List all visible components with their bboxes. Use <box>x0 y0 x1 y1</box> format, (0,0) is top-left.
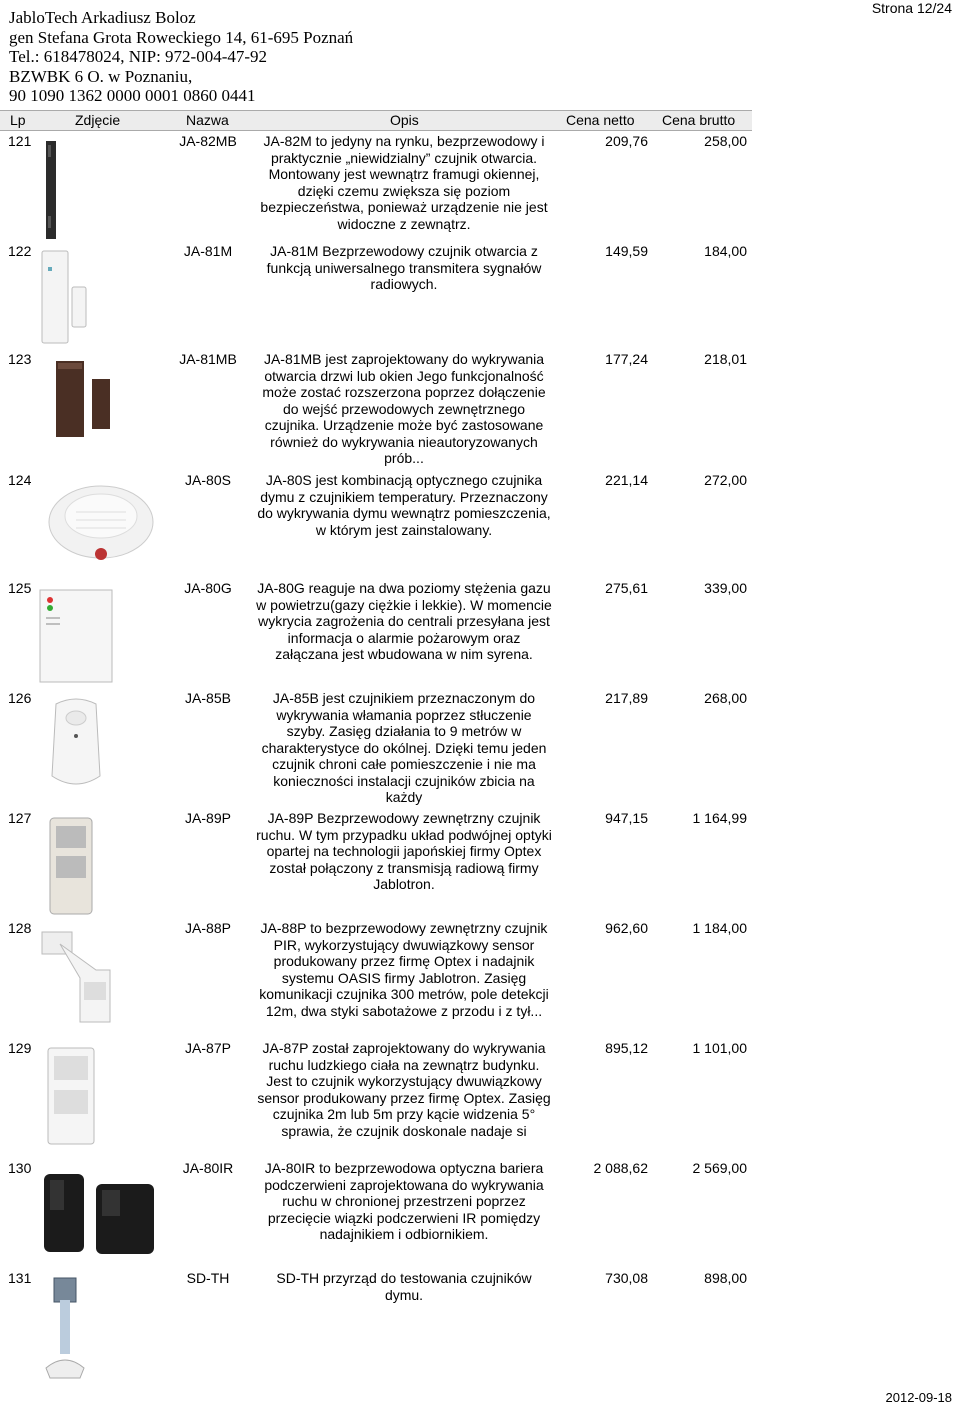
col-gross-price: Cena brutto <box>662 112 736 128</box>
row-lp: 128 <box>8 920 32 936</box>
row-gross-price: 1 101,00 <box>692 1040 747 1056</box>
row-gross-price: 2 569,00 <box>692 1160 747 1176</box>
row-lp: 123 <box>8 351 32 367</box>
row-net-price: 221,14 <box>605 472 648 488</box>
col-photo: Zdjęcie <box>75 112 121 128</box>
row-description: JA-80G reaguje na dwa poziomy stężenia gazu w powietrzu(gazy ciężkie i lekkie). W momencie wykrycia zagrożenia do centrali przesyłana jest informacja o alarmie pożarowym oraz załączana jest wbudowana w nim syrena. <box>256 580 552 662</box>
row-net-price: 947,15 <box>605 810 648 826</box>
row-net-price: 730,08 <box>605 1270 648 1286</box>
magnetic-contact-dark-photo <box>36 141 66 239</box>
row-description: JA-81M Bezprzewodowy czujnik otwarcia z funkcją uniwersalnego transmitera sygnałów radiowych. <box>266 243 542 292</box>
row-description: JA-87P został zaprojektowany do wykrywania ruchu ludzkiego ciała na zewnątrz budynku. Jest to czujnik wykorzystujący dwuwiązkowy sensor produkowany przez firmę Optex. Zasięg czujnika 2m lub 5m przy kącie widzenia 5° sprawia, że czujnik doskonale nadaje si <box>257 1040 551 1139</box>
company-bank: BZWBK 6 O. w Poznaniu, <box>9 66 193 86</box>
row-description: JA-81MB jest zaprojektowany do wykrywania otwarcia drzwi lub okien Jego funkcjonalność może zostać rozszerzona poprzez dołączenie do wejść przewodowych zewnętrznego czujnika. Urządzenie może być zastosowane również do wykrywania nieautoryzowanych prób... <box>262 351 546 466</box>
row-net-price: 962,60 <box>605 920 648 936</box>
smoke-detector-photo <box>46 482 156 572</box>
row-lp: 124 <box>8 472 32 488</box>
page-number: Strona 12/24 <box>871 0 952 16</box>
row-lp: 122 <box>8 243 32 259</box>
col-description: Opis <box>390 112 419 128</box>
company-address: gen Stefana Grota Roweckiego 14, 61-695 Poznań <box>9 27 354 47</box>
ir-barrier-photo <box>40 1170 160 1262</box>
row-net-price: 209,76 <box>605 133 648 149</box>
company-header <box>9 8 353 106</box>
row-lp: 130 <box>8 1160 32 1176</box>
row-name: JA-80G <box>184 580 232 596</box>
row-name: JA-87P <box>185 1040 231 1056</box>
company-account: 90 1090 1362 0000 0001 0860 0441 <box>9 86 256 106</box>
row-net-price: 2 088,62 <box>593 1160 648 1176</box>
row-net-price: 275,61 <box>605 580 648 596</box>
row-name: JA-82MB <box>179 133 237 149</box>
row-gross-price: 339,00 <box>704 580 747 596</box>
row-net-price: 217,89 <box>605 690 648 706</box>
row-lp: 125 <box>8 580 32 596</box>
outdoor-motion-photo <box>42 1046 102 1146</box>
row-gross-price: 268,00 <box>704 690 747 706</box>
pir-bracket-photo <box>40 930 126 1026</box>
gas-detector-photo <box>36 588 116 684</box>
row-gross-price: 184,00 <box>704 243 747 259</box>
row-name: JA-88P <box>185 920 231 936</box>
row-name: JA-81M <box>183 243 233 259</box>
row-name: JA-85B <box>185 690 231 706</box>
print-date: 2012-09-18 <box>885 1390 952 1405</box>
glass-break-detector-photo <box>46 696 106 792</box>
row-description: JA-89P Bezprzewodowy zewnętrzny czujnik ruchu. W tym przypadku układ podwójnej optyki opartej na technologii japońskiej firmy Optex został połączony z transmisją radiową firmy Jablotron. <box>256 810 552 892</box>
row-description: JA-82M to jedyny na rynku, bezprzewodowy i praktycznie „niewidzialny” czujnik otwarcia. Montowany jest wewnątrz framugi okiennej, dzięki czemu zwiększa się poziom bezpieczeństwa, ponieważ urządzenie nie jest widoczne z zewnątrz. <box>260 133 548 232</box>
door-contact-white-photo <box>38 247 94 345</box>
row-lp: 131 <box>8 1270 32 1286</box>
outdoor-pir-photo <box>44 816 100 916</box>
detector-tester-photo <box>40 1276 90 1380</box>
row-lp: 129 <box>8 1040 32 1056</box>
row-gross-price: 258,00 <box>704 133 747 149</box>
row-name: SD-TH <box>186 1270 230 1286</box>
col-name: Nazwa <box>186 112 229 128</box>
row-description: JA-88P to bezprzewodowy zewnętrzny czujnik PIR, wykorzystujący dwuwiązkowy sensor produkowany przez firmę Optex i nadajnik systemu OASIS firmy Jablotron. Zasięg komunikacji czujnika 300 metrów, pole detekcji 12m, dwa styki sabotażowe z przodu i z tył... <box>259 920 549 1019</box>
row-description: JA-80IR to bezprzewodowa optyczna bariera podczerwieni zaprojektowana do wykrywania ruchu w chronionej przestrzeni poprzez przecięcie wiązki podczerwieni IR pomiędzy nadajnikiem i odbiornikiem. <box>264 1160 544 1242</box>
row-gross-price: 1 184,00 <box>692 920 747 936</box>
col-lp: Lp <box>10 112 26 128</box>
row-description: SD-TH przyrząd do testowania czujników dymu. <box>276 1270 532 1303</box>
table-header <box>0 110 752 131</box>
row-net-price: 149,59 <box>605 243 648 259</box>
row-net-price: 177,24 <box>605 351 648 367</box>
company-phone-nip: Tel.: 618478024, NIP: 972-004-47-92 <box>9 47 268 67</box>
row-lp: 126 <box>8 690 32 706</box>
row-description: JA-85B jest czujnikiem przeznaczonym do wykrywania włamania poprzez stłuczenie szyby. Zasięg działania to 9 metrów w charakterystyce do okólnej. Dzięki temu jeden czujnik chroni całe pomieszczenie i nie ma konieczności instalacji czujników zbicia na każdy <box>261 690 547 805</box>
row-net-price: 895,12 <box>605 1040 648 1056</box>
row-lp: 121 <box>8 133 32 149</box>
row-name: JA-89P <box>185 810 231 826</box>
row-description: JA-80S jest kombinacją optycznego czujnika dymu z czujnikiem temperatury. Przeznaczony do wykrywania dymu wewnątrz pomieszczenia, w którym jest zainstalowany. <box>257 472 551 538</box>
row-gross-price: 218,01 <box>704 351 747 367</box>
row-lp: 127 <box>8 810 32 826</box>
company-name: JabloTech Arkadiusz Boloz <box>9 8 196 27</box>
col-net-price: Cena netto <box>566 112 635 128</box>
row-gross-price: 898,00 <box>704 1270 747 1286</box>
row-name: JA-81MB <box>179 351 237 367</box>
row-name: JA-80S <box>185 472 231 488</box>
row-gross-price: 272,00 <box>704 472 747 488</box>
row-name: JA-80IR <box>182 1160 234 1176</box>
row-gross-price: 1 164,99 <box>692 810 747 826</box>
door-contact-brown-photo <box>52 359 118 439</box>
